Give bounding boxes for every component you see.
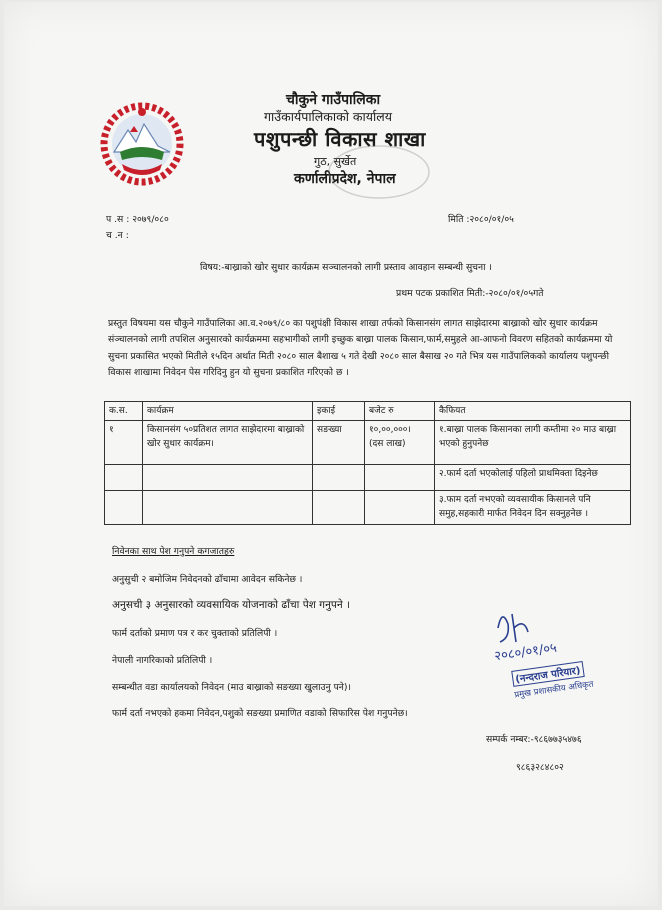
table-cell-remark: १.बाख्रा पालक किसानका लागी कम्तीमा २० माउ बाख्रा भएको हुनुपनेछ xyxy=(435,421,631,465)
document-item: फार्म दर्ता नभएको हकमा निवेदन,पशुको सङख्या प्रमाणित वडाको सिफारिस पेश गनुपनेछ। xyxy=(112,708,408,719)
budget-amount: १०,००,०००। xyxy=(369,425,411,435)
section-name: पशुपन्छी विकास शाखा xyxy=(254,127,426,151)
province-name: कर्णालीप्रदेश, नेपाल xyxy=(294,171,396,187)
table-header: बजेट रु xyxy=(365,402,435,421)
subject-line: विषय:-बाख्राको खोर सुधार कार्यक्रम सञ्चालनको लागी प्रस्ताव आवहान सम्बन्धी सुचना । xyxy=(200,262,492,273)
municipality-name: चौकुने गाउँपालिका xyxy=(286,92,381,108)
table-row xyxy=(105,491,631,525)
dispatch-number: च .न : xyxy=(106,230,129,241)
signature-date: २०८०/०१/०५ xyxy=(493,640,558,665)
signatory-title: प्रमुख प्रशासकीय अधिकृत xyxy=(513,679,595,701)
program-table xyxy=(104,401,631,525)
document-item: नेपाली नागरिकाको प्रतिलिपी । xyxy=(112,655,213,666)
nepal-emblem-icon xyxy=(100,102,184,186)
table-cell-remark: २.फार्म दर्ता भएकोलाई पहिलो प्राथमिक्ता दिइनेछ xyxy=(435,465,631,491)
contact-number: ९८६३२८४८०२ xyxy=(516,762,564,773)
issue-date: मिति :२०८०/०१/०५ xyxy=(448,214,514,225)
table-header: क.स. xyxy=(105,402,143,421)
table-row xyxy=(105,421,631,465)
office-name: गाउँकार्यपालिकाको कार्यालय xyxy=(264,109,392,124)
document-item: फार्म दर्ताको प्रमाण पत्र र कर चुक्ताको प्रतिलिपी । xyxy=(112,628,278,639)
table-cell-unit: सङख्या xyxy=(313,421,365,465)
document-item: अनुसची ३ अनुसारको व्यवसायिक योजनाको ढाँचा पेश गनुपने । xyxy=(112,599,351,611)
office-stamp xyxy=(324,142,434,202)
publish-note: प्रथम पटक प्रकाशित मिती:-२०८०/०१/०५गते xyxy=(396,288,544,299)
table-cell-budget xyxy=(365,421,435,465)
document-item: सम्बन्धीत वडा कार्यालयको निवेदन (माउ बाख्राको सङख्या खुलाउनु पने)। xyxy=(112,682,351,693)
table-header: कार्यक्रम xyxy=(143,402,313,421)
signatory-name: (नन्दराज परियार) xyxy=(511,661,584,687)
table-header: कैफियत xyxy=(435,402,631,421)
reference-number: प .स : २०७९/०८० xyxy=(106,214,169,225)
document-page xyxy=(4,2,658,906)
table-header: इकाई xyxy=(313,402,365,421)
office-location: गुठ, सुर्खेत xyxy=(314,155,357,168)
documents-title: निवेनका साथ पेश गनुपने कगजातहरु xyxy=(112,546,235,557)
notice-paragraph: प्रस्तुत विषयमा यस चौकुने गाउँपालिका आ.व.२०७९/८० का पशुपंक्षी विकास शाखा तर्फको किसानसंग लागत साझेदारमा बाख्राको खोर सुधार कार्यक्रम संञ्चालनको लागी तपशिल अनुसारको कार्यक्रममा सहभागीको लागी इच्छुक बाख्रा पालक किसान,फार्म,समुहले आ-आफनो विवरण सहितको कार्यक्रममा यो सुचना प्रकासित भएको मितीले १५दिन अर्थात मिती २०८० साल बैशाख ५ गते देखी २०८० साल बैसाख २० गते भित्र यस गाउँपालिकको कार्यालय पशुपन्छी विकास शाखामा निवेदन पेस गरिदिनु हुन यो सुचना प्रकाशित गरिएको छ । xyxy=(108,318,613,379)
budget-words: (दस लाख) xyxy=(369,439,406,449)
table-cell-remark: ३.फाम दर्ता नभएको व्यवसायीक किसानले पनि समुह,सहकारी मार्फत निवेदन दिन सक्नुहनेछ । xyxy=(435,491,631,525)
table-header-row xyxy=(105,402,631,421)
contact-number: सम्पर्क नम्बर:-९८६७७३५४७६ xyxy=(486,734,582,745)
table-row xyxy=(105,465,631,491)
table-cell-sn: १ xyxy=(105,421,143,465)
document-item: अनुसुची २ बमोजिम निवेदनको ढाँचामा आवेदन सकिनेछ । xyxy=(112,574,303,585)
table-cell-program: किसानसंग ५०प्रतिशत लागत साझेदारमा बाख्राको खोर सुधार कार्यक्रम। xyxy=(143,421,313,465)
